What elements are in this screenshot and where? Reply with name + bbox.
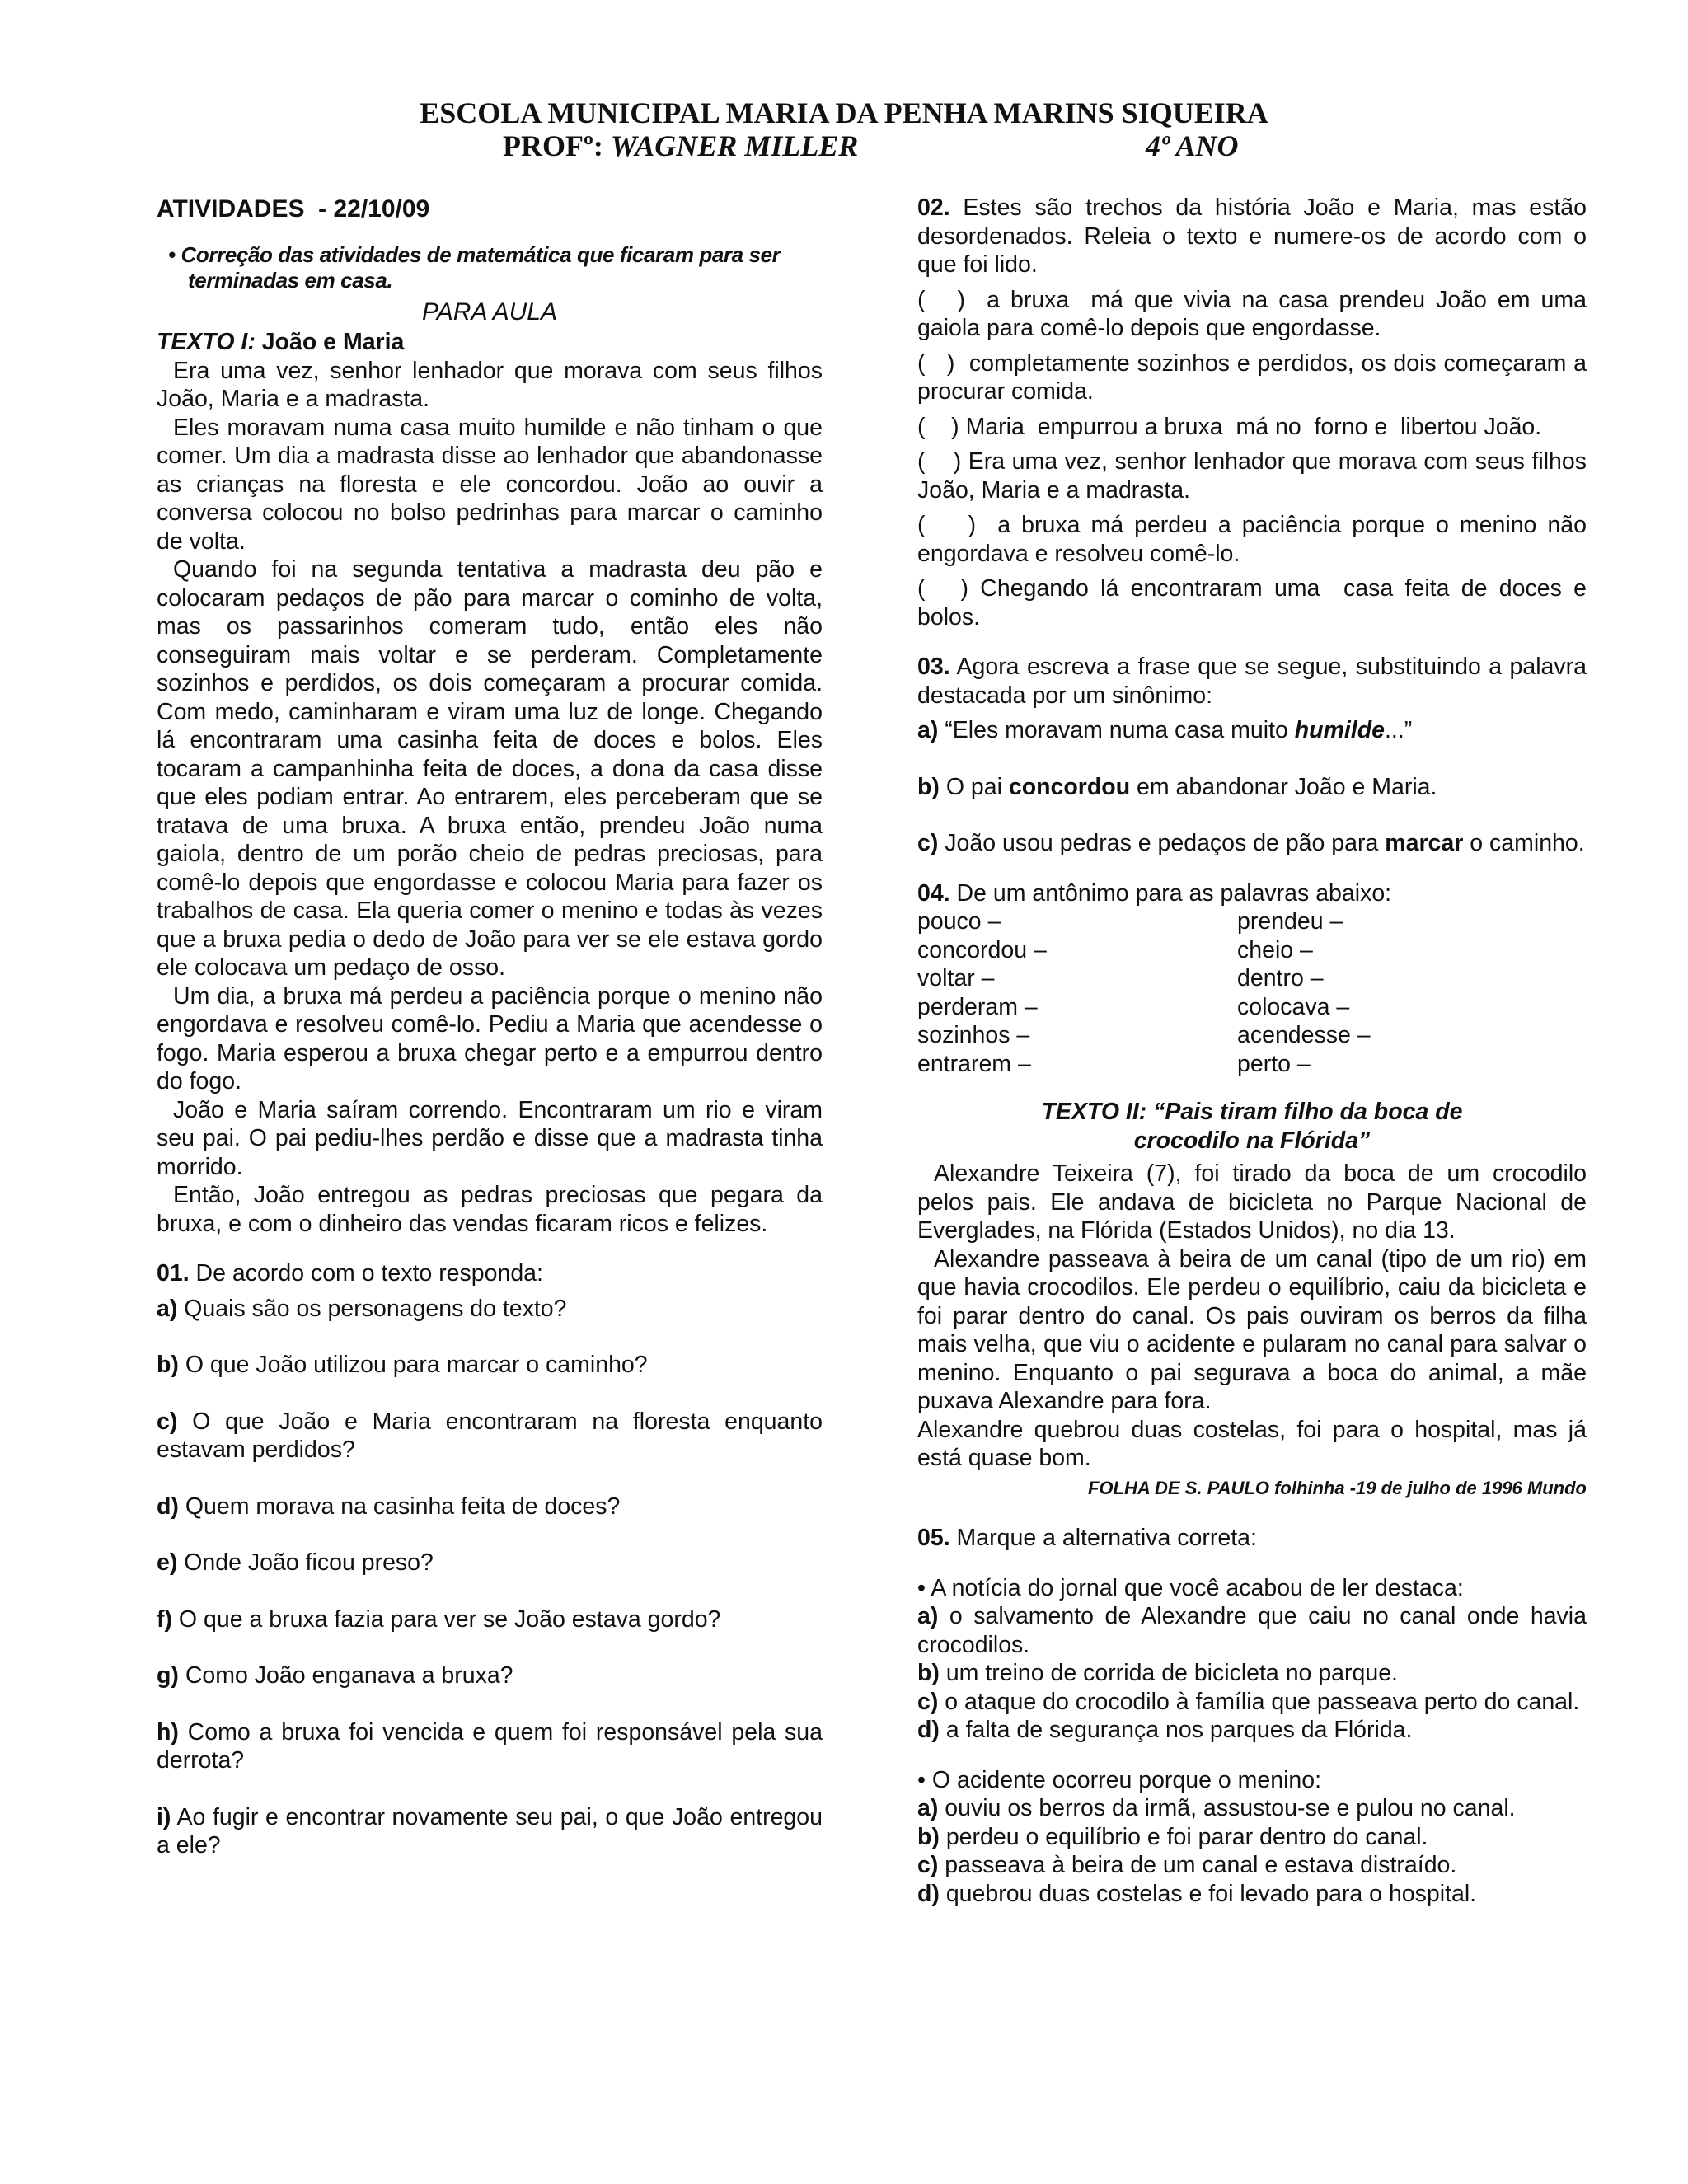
question-03: 03. Agora escreva a frase que se segue, substituindo a palavra destacada por um sinônimo: [917,654,1587,709]
news-paragraph: Alexandre passeava à beira de um canal (tipo de um rio) em que havia crocodilos. Ele perdeu o equilíbrio, caiu da bicicleta e foi parar dentro do canal. Os pais ouviram os berros da filha mais velha, que viu o acidente e pularam no canal para salvar o menino. Enquanto o pai segurava a boca do animal, a mãe puxava Alexandre para fora. [917,1245,1587,1414]
activities-title: ATIVIDADES - 22/10/09 [157,195,430,223]
teacher-label: PROFº: [503,129,603,162]
question-02-item: ( ) a bruxa má perdeu a paciência porque o menino não engordava e resolveu comê-lo. [917,512,1593,567]
question-01-item: f) O que a bruxa fazia para ver se João estava gordo? [157,1605,721,1633]
antonym-word: perto – [1237,1050,1311,1077]
question-01: 01. De acordo com o texto responda: [157,1260,543,1286]
question-01-item: d) Quem morava na casinha feita de doces? [157,1493,621,1520]
question-05-stem: • A notícia do jornal que você acabou de ler destaca: [917,1574,1464,1601]
left-column [157,194,823,1860]
texto1-title: João e Maria [261,329,405,355]
question-01-item: i) Ao fugir e encontrar novamente seu pai, o que João entregou a ele? [157,1803,823,1858]
texto2-heading [917,1098,1587,1155]
antonym-word: dentro – [1237,965,1324,991]
antonym-word: entrarem – [917,1050,1031,1077]
texto2-title-line1: TEXTO II: “Pais tiram filho da boca de [1041,1099,1463,1125]
question-05-option: c) o ataque do crocodilo à família que passeava perto do canal. [917,1688,1580,1715]
news-source: FOLHA DE S. PAULO folhinha -19 de julho de 1996 Mundo [1087,1477,1587,1498]
antonym-word: pouco – [917,908,1001,935]
teacher [503,129,858,162]
question-02-item: ( ) Era uma vez, senhor lenhador que morava com seus filhos João, Maria e a madrasta. [917,448,1593,504]
question-03-item: b) O pai concordou em abandonar João e Maria. [917,773,1437,800]
story-paragraph: Quando foi na segunda tentativa a madrasta deu pão e colocaram pedaços de pão para marcar o cominho de volta, mas os passarinhos comeram tudo, então eles não conseguiram mais voltar e se perderam. Completamente sozinhos e perdidos, os dois começaram a procurar comida. Com medo, caminharam e viram uma luz de longe. Chegando lá encontraram uma casinha feita de doces e bolos. Eles tocaram a campanhinha feita de doces, a dona da casa disse que eles podiam entrar. Ao entrarem, eles perceberam que se tratava de uma bruxa. A bruxa então, prendeu João numa gaiola, dentro de um porão cheio de pedras preciosas, para comê-lo depois que engordasse e colocou Maria para fazer os trabalhos de casa. Ela queria comer o menino e todas às vezes que a bruxa pedia o dedo de João para ver se ele estava gordo ele colocava um pedaço de osso. [157,556,823,981]
correction-bullet: • Correção das atividades de matemática que ficaram para ser terminadas em casa. [168,241,781,293]
question-01-item: c) O que João e Maria encontraram na floresta enquanto estavam perdidos? [157,1408,823,1463]
question-05-option: a) o salvamento de Alexandre que caiu no canal onde havia crocodilos. [917,1603,1587,1658]
question-01-item: b) O que João utilizou para marcar o caminho? [157,1352,648,1378]
question-02-item: ( ) Maria empurrou a bruxa má no forno e libertou João. [917,413,1542,440]
antonym-grid [917,907,1587,1078]
right-column [917,194,1593,1908]
antonym-word: colocava – [1237,993,1350,1020]
question-05-option: d) quebrou duas costelas e foi levado para o hospital. [917,1880,1477,1907]
grade-label: 4º ANO [1146,129,1239,162]
question-02-item: ( ) Chegando lá encontraram uma casa feita de doces e bolos. [917,575,1593,630]
question-05-option: b) perdeu o equilíbrio e foi parar dentro do canal. [917,1823,1428,1850]
antonym-word: acendesse – [1237,1022,1371,1048]
question-01-item: a) Quais são os personagens do texto? [157,1295,567,1322]
question-03-item: c) João usou pedras e pedaços de pão para marcar o caminho. [917,830,1585,856]
para-aula-heading: PARA AULA [422,298,557,326]
school-name: ESCOLA MUNICIPAL MARIA DA PENHA MARINS SIQUEIRA [420,96,1268,129]
story-paragraph: Eles moravam numa casa muito humilde e não tinham o que comer. Um dia a madrasta disse ao lenhador que abandonasse as crianças na floresta e ele concordou. João ao ouvir a conversa colocou no bolso pedrinhas para marcar o caminho de volta. [157,414,823,555]
antonym-word: perderam – [917,993,1038,1020]
story-paragraph: Um dia, a bruxa má perdeu a paciência porque o menino não engordava e resolveu comê-lo. Pediu a Maria que acendesse o fogo. Maria esperou a bruxa chegar perto e a empurrou dentro do fogo. [157,982,823,1094]
question-05: 05. Marque a alternativa correta: [917,1525,1257,1551]
question-02-item: ( ) completamente sozinhos e perdidos, os dois começaram a procurar comida. [917,349,1593,405]
question-01-item: g) Como João enganava a bruxa? [157,1662,513,1689]
question-04: 04. De um antônimo para as palavras abaixo: [917,879,1392,907]
question-05-option: c) passeava à beira de um canal e estava distraído. [917,1852,1457,1878]
teacher-name: WAGNER MILLER [610,129,859,162]
question-02: 02. Estes são trechos da história João e Maria, mas estão desordenados. Releia o texto e numere-os de acordo com o que foi lido. [917,194,1587,278]
antonym-word: concordou – [917,936,1047,963]
antonym-word: cheio – [1237,936,1313,963]
question-01-item: e) Onde João ficou preso? [157,1549,434,1576]
antonym-word: prendeu – [1237,908,1343,935]
question-01-item: h) Como a bruxa foi vencida e quem foi responsável pela sua derrota? [157,1718,823,1774]
texto1-label: TEXTO I: [157,329,256,355]
question-02-item: ( ) a bruxa má que vivia na casa prendeu João em uma gaiola para comê-lo depois que engordasse. [917,286,1593,341]
question-05-option: d) a falta de segurança nos parques da Flórida. [917,1717,1413,1743]
news-paragraph: Alexandre Teixeira (7), foi tirado da boca de um crocodilo pelos pais. Ele andava de bicicleta no Parque Nacional de Everglades, na Flórida (Estados Unidos), no dia 13. [917,1160,1587,1244]
question-03-item: a) “Eles moravam numa casa muito humilde...” [917,717,1413,743]
question-05-stem: • O acidente ocorreu porque o menino: [917,1766,1322,1793]
texto2-title-line2: crocodilo na Flórida” [1133,1127,1371,1154]
story-paragraph: João e Maria saíram correndo. Encontraram um rio e viram seu pai. O pai pediu-lhes perdão e disse que a madrasta tinha morrido. [157,1096,823,1180]
story-paragraph: Então, João entregou as pedras preciosas que pegara da bruxa, e com o dinheiro das vendas ficaram ricos e felizes. [157,1182,823,1237]
news-paragraph: Alexandre quebrou duas costelas, foi para o hospital, mas já está quase bom. [917,1416,1587,1471]
texto1-heading [157,328,823,357]
story-paragraph: Era uma vez, senhor lenhador que morava com seus filhos João, Maria e a madrasta. [157,357,823,412]
question-05-option: b) um treino de corrida de bicicleta no parque. [917,1660,1398,1686]
question-05-option: a) ouviu os berros da irmã, assustou-se e pulou no canal. [917,1795,1516,1821]
antonym-word: voltar – [917,965,995,991]
antonym-word: sozinhos – [917,1022,1030,1048]
